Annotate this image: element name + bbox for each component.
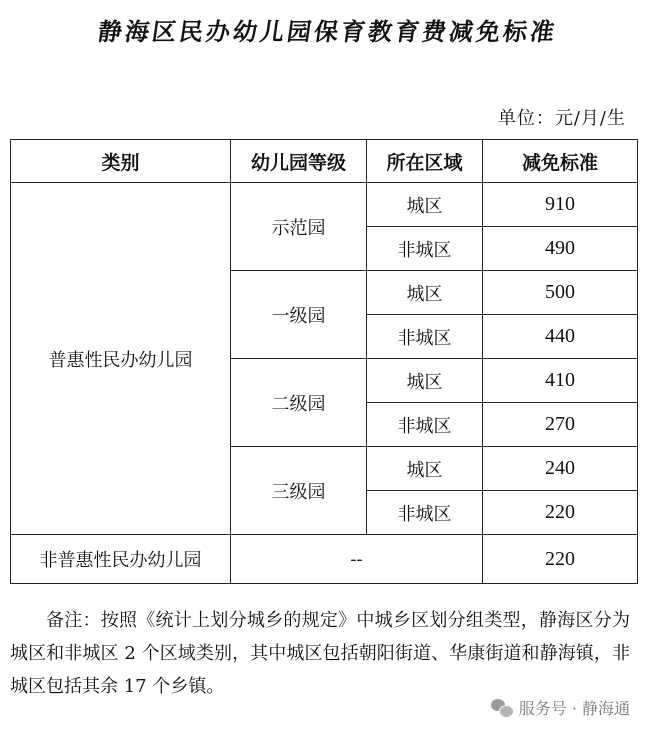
area-cell: 城区 <box>367 271 483 315</box>
level-cell: 三级园 <box>231 447 367 535</box>
amount-cell: 490 <box>483 227 638 271</box>
document-title: 静海区民办幼儿园保育教育费减免标准 <box>96 17 560 46</box>
table-row <box>11 183 638 227</box>
amount-cell: 910 <box>483 183 638 227</box>
table-row-non-inclusive <box>11 535 638 584</box>
non-inclusive-area: -- <box>231 535 483 584</box>
area-cell: 城区 <box>367 359 483 403</box>
area-cell: 城区 <box>367 183 483 227</box>
fee-reduction-table <box>10 139 638 584</box>
category-non-inclusive: 非普惠性民办幼儿园 <box>11 535 231 584</box>
amount-cell: 220 <box>483 491 638 535</box>
header-amount: 减免标准 <box>483 140 638 183</box>
area-cell: 非城区 <box>367 403 483 447</box>
header-area: 所在区域 <box>367 140 483 183</box>
area-cell: 非城区 <box>367 491 483 535</box>
area-cell: 非城区 <box>367 227 483 271</box>
watermark <box>487 694 634 721</box>
watermark-text: 服务号 · 静海通 <box>518 699 630 718</box>
amount-cell: 410 <box>483 359 638 403</box>
non-inclusive-amount: 220 <box>483 535 638 584</box>
level-cell: 二级园 <box>231 359 367 447</box>
note-paragraph: 备注：按照《统计上划分城乡的规定》中城乡区划分组类型，静海区分为城区和非城区 2 个区域类别，其中城区包括朝阳街道、华康街道和静海镇，非城区包括其余 17 个乡镇。 <box>10 610 630 697</box>
area-cell: 城区 <box>367 447 483 491</box>
wechat-icon <box>491 699 513 717</box>
header-category: 类别 <box>11 140 231 183</box>
category-inclusive: 普惠性民办幼儿园 <box>11 183 231 535</box>
header-level: 幼儿园等级 <box>231 140 367 183</box>
level-cell: 示范园 <box>231 183 367 271</box>
amount-cell: 240 <box>483 447 638 491</box>
amount-cell: 440 <box>483 315 638 359</box>
table-header-row <box>11 140 638 183</box>
unit-label: 单位：元/月/生 <box>497 108 626 129</box>
area-cell: 非城区 <box>367 315 483 359</box>
level-cell: 一级园 <box>231 271 367 359</box>
amount-cell: 500 <box>483 271 638 315</box>
amount-cell: 270 <box>483 403 638 447</box>
